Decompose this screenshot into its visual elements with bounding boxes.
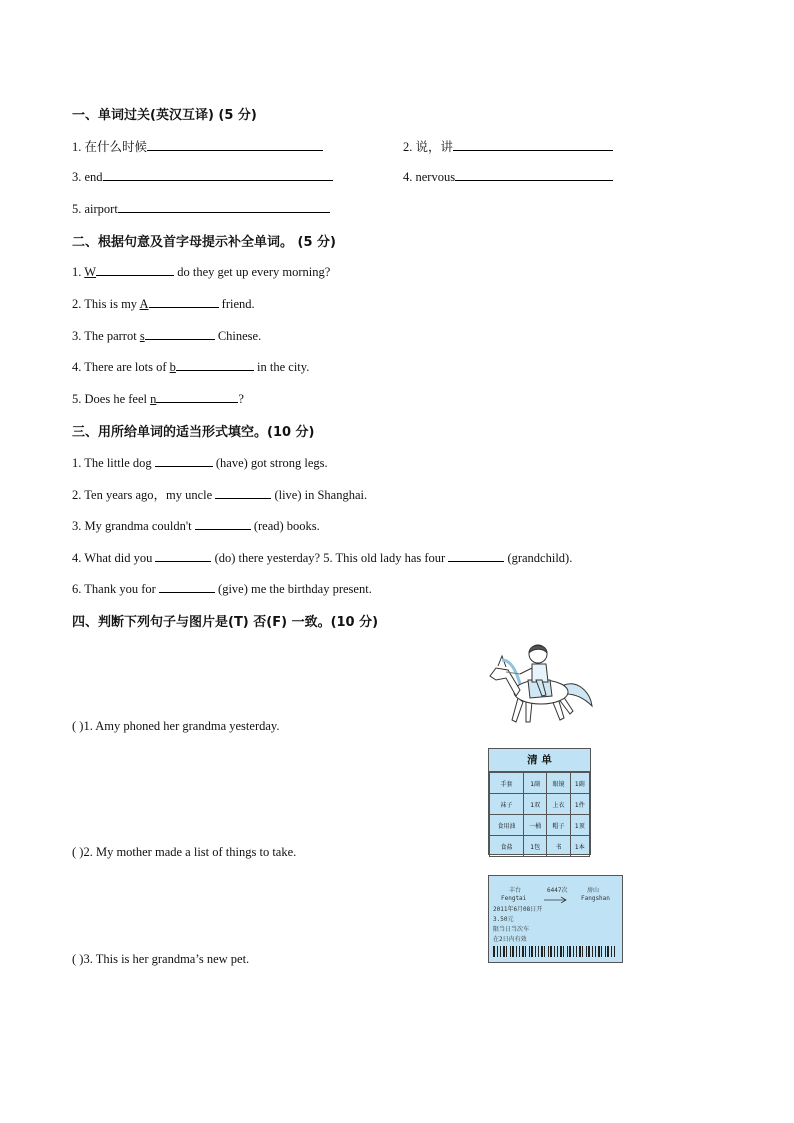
ticket-train-no: 6447次 — [547, 887, 568, 894]
list-card-table — [489, 772, 590, 857]
q3-2-post: (live) in Shanghai. — [271, 488, 368, 502]
q3-6-pre: 6. Thank you for — [72, 582, 159, 596]
answer-blank[interactable] — [453, 138, 613, 151]
q2-5-num: 5. Does he feel — [72, 392, 151, 406]
q3-6 — [72, 580, 372, 597]
horse-rider-picture — [486, 640, 594, 730]
answer-blank[interactable] — [103, 168, 333, 181]
answer-paren[interactable]: ( ) — [72, 719, 84, 733]
q2-1-rest: do they get up every morning? — [174, 265, 331, 279]
q2-2-num: 2. This is my — [72, 297, 140, 311]
q2-4-rest: in the city. — [253, 360, 310, 374]
list-card-title: 清 单 — [489, 749, 590, 772]
answer-blank[interactable] — [448, 549, 504, 562]
q4-3-text: 3. This is her grandma’s new pet. — [83, 952, 250, 966]
q3-2 — [72, 485, 367, 503]
ticket-to-en: Fangshan — [581, 895, 610, 902]
q1-5-text: 5. airport — [72, 202, 118, 216]
q3-4-pre: 4. What did you — [72, 551, 156, 565]
q4-2 — [72, 845, 296, 860]
q2-3-num: 3. The parrot — [72, 329, 140, 343]
ticket-to-cn: 房山 — [587, 887, 600, 894]
ticket-price: 3.50元 — [493, 916, 514, 923]
answer-paren[interactable]: ( ) — [72, 952, 84, 966]
arrow-icon — [543, 895, 569, 903]
list-card-row — [490, 794, 590, 815]
q2-4-num: 4. There are lots of — [72, 360, 170, 374]
q2-2-rest: friend. — [218, 297, 255, 311]
q1-1-text: 1. 在什么时候 — [72, 140, 148, 154]
list-card-cell: 一桶 — [524, 815, 547, 836]
section-3-title: 三、用所给单词的适当形式填空。(10 分) — [72, 425, 315, 440]
answer-blank[interactable] — [118, 200, 330, 213]
answer-blank[interactable] — [155, 454, 213, 467]
answer-blank[interactable] — [176, 358, 254, 371]
list-card-cell: 1包 — [524, 836, 547, 857]
answer-blank[interactable] — [147, 138, 323, 151]
q2-2-letter: A — [139, 297, 149, 311]
section-1-title: 一、单词过关(英汉互译) (5 分) — [72, 108, 257, 123]
q3-1 — [72, 454, 328, 471]
q2-5-letter: n — [150, 392, 157, 406]
q3-6-post: (give) me the birthday present. — [214, 582, 372, 596]
list-card-cell: 食用油 — [490, 815, 524, 836]
list-card-cell: 1件 — [570, 794, 589, 815]
list-card-cell: 1双 — [524, 794, 547, 815]
q2-1 — [72, 263, 330, 280]
list-card-cell: 1副 — [570, 773, 589, 794]
list-card-row — [490, 836, 590, 857]
list-card-cell: 袜子 — [490, 794, 524, 815]
q3-4-mid: (do) there yesterday? 5. This old lady has four — [211, 551, 449, 565]
q2-2 — [72, 295, 255, 312]
q1-5 — [72, 200, 330, 217]
list-card — [488, 748, 591, 855]
answer-blank[interactable] — [149, 295, 219, 308]
q3-3-post: (read) books. — [250, 519, 320, 533]
list-card-cell: 上衣 — [547, 794, 570, 815]
q4-3 — [72, 952, 249, 967]
answer-blank[interactable] — [96, 263, 174, 276]
q2-5 — [72, 390, 244, 407]
q2-1-letter: W — [84, 265, 97, 279]
q3-1-pre: 1. The little dog — [72, 456, 155, 470]
list-card-cell: 1本 — [570, 836, 589, 857]
answer-paren[interactable]: ( ) — [72, 845, 84, 859]
answer-blank[interactable] — [455, 168, 613, 181]
q1-3 — [72, 168, 333, 185]
q2-3-rest: Chinese. — [214, 329, 262, 343]
list-card-row — [490, 815, 590, 836]
q3-4-post: (grandchild). — [504, 551, 573, 565]
list-card-cell: 眼镜 — [547, 773, 570, 794]
answer-blank[interactable] — [156, 390, 238, 403]
q1-1 — [72, 137, 323, 155]
list-card-row — [490, 773, 590, 794]
list-card-cell: 1顶 — [570, 815, 589, 836]
q2-3 — [72, 327, 261, 344]
train-ticket — [488, 875, 623, 963]
q2-1-num: 1. — [72, 265, 85, 279]
list-card-cell: 书 — [547, 836, 570, 857]
ticket-note-2: 在2日内有效 — [493, 936, 527, 943]
q1-3-text: 3. end — [72, 170, 103, 184]
q1-2 — [403, 137, 613, 155]
section-2-title: 二、根据句意及首字母提示补全单词。 (5 分) — [72, 235, 336, 250]
q2-3-letter: s — [139, 329, 145, 343]
answer-blank[interactable] — [155, 549, 211, 562]
list-card-cell: 1副 — [524, 773, 547, 794]
barcode-icon — [493, 946, 619, 960]
ticket-note-1: 限当日当次车 — [493, 926, 530, 933]
q1-2-text: 2. 说，讲 — [403, 140, 454, 154]
q4-2-text: 2. My mother made a list of things to take. — [83, 845, 297, 859]
answer-blank[interactable] — [145, 327, 215, 340]
ticket-from-cn: 丰台 — [509, 887, 522, 894]
q2-5-rest: ? — [238, 392, 244, 406]
section-4-title: 四、判断下列句子与图片是(T) 否(F) 一致。(10 分) — [72, 615, 379, 630]
answer-blank[interactable] — [195, 517, 251, 530]
list-card-cell: 帽子 — [547, 815, 570, 836]
list-card-cell: 食盐 — [490, 836, 524, 857]
q3-3 — [72, 517, 320, 534]
q3-1-post: (have) got strong legs. — [212, 456, 328, 470]
q4-1 — [72, 719, 279, 734]
q3-3-pre: 3. My grandma couldn't — [72, 519, 195, 533]
q4-1-text: 1. Amy phoned her grandma yesterday. — [83, 719, 280, 733]
q1-4-text: 4. nervous — [403, 170, 456, 184]
ticket-from-en: Fengtai — [501, 895, 527, 902]
q3-2-pre: 2. Ten years ago，my uncle — [72, 488, 216, 502]
answer-blank[interactable] — [159, 580, 215, 593]
ticket-date: 2011年6月08日开 — [493, 906, 543, 913]
answer-blank[interactable] — [215, 486, 271, 499]
list-card-cell: 手套 — [490, 773, 524, 794]
q3-4 — [72, 549, 572, 566]
q1-4 — [403, 168, 613, 185]
q2-4-letter: b — [169, 360, 176, 374]
q2-4 — [72, 358, 309, 375]
